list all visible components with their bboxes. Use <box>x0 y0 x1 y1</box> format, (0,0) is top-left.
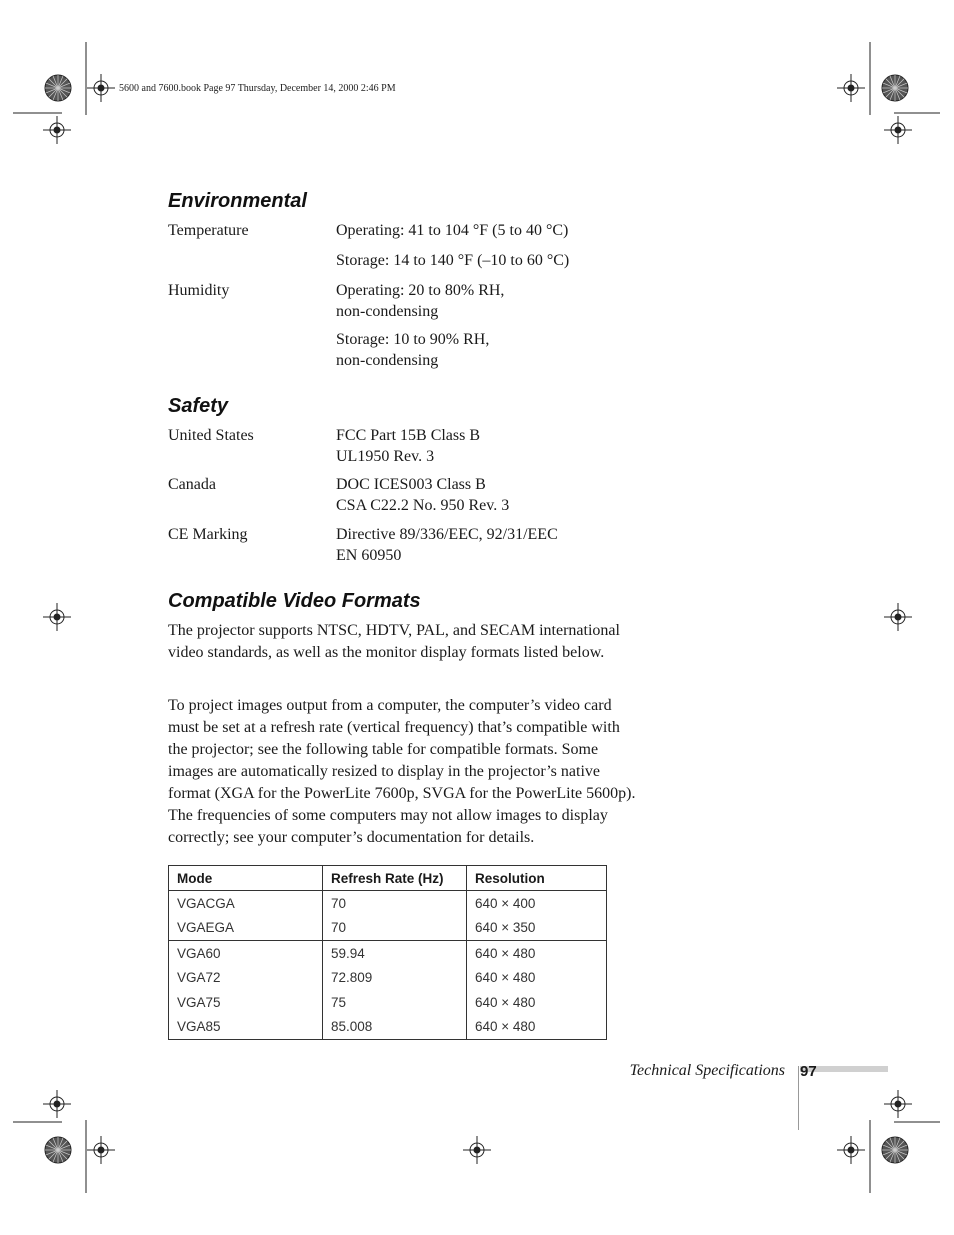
mode-cell: VGA72 <box>169 966 323 991</box>
print-info-line: 5600 and 7600.book Page 97 Thursday, December 14, 2000 2:46 PM <box>119 83 396 94</box>
environmental-heading: Environmental <box>168 190 307 212</box>
crosshair-mark <box>884 116 912 144</box>
spec-label: United States <box>168 427 254 444</box>
page-number: 97 <box>800 1063 817 1080</box>
table-row <box>169 916 607 941</box>
crosshair-mark <box>87 74 115 102</box>
refresh-cell: 85.008 <box>323 1015 467 1040</box>
resolution-cell: 640 × 480 <box>467 941 607 966</box>
refresh-cell: 75 <box>323 990 467 1015</box>
table-row <box>169 1015 607 1040</box>
refresh-cell: 72.809 <box>323 966 467 991</box>
body-paragraph: To project images output from a computer, the computer’s video card must be set at a refresh rate (vertical frequency) that’s compatible with the projector; see the following table for compatible formats. Some images are automatically resized to display in the projector’s native format (XGA for the PowerLite 7600p, SVGA for the PowerLite 5600p). The frequencies of some computers may not allow images to display correctly; see your computer’s documentation for details. <box>168 697 636 846</box>
mode-cell: VGA60 <box>169 941 323 966</box>
column-header: Refresh Rate (Hz) <box>323 866 467 891</box>
spec-label: Humidity <box>168 282 230 299</box>
table-header-row <box>169 866 607 891</box>
mode-cell: VGAEGA <box>169 916 323 941</box>
refresh-cell: 70 <box>323 916 467 941</box>
crosshair-mark <box>43 603 71 631</box>
spec-value: Storage: 14 to 140 °F (–10 to 60 °C) <box>336 252 570 269</box>
table-row <box>169 966 607 991</box>
mode-cell: VGACGA <box>169 891 323 916</box>
table-row <box>169 990 607 1015</box>
refresh-cell: 70 <box>323 891 467 916</box>
crosshair-mark <box>87 1136 115 1164</box>
column-header: Mode <box>169 866 323 891</box>
column-header: Resolution <box>467 866 607 891</box>
video-formats-table <box>168 865 607 1040</box>
spec-label: Temperature <box>168 222 249 239</box>
table-row <box>169 891 607 916</box>
footer-divider <box>798 1066 799 1130</box>
table-row <box>169 941 607 966</box>
video-formats-heading: Compatible Video Formats <box>168 590 421 612</box>
crosshair-mark <box>43 116 71 144</box>
registration-rosette <box>882 75 908 101</box>
spec-value: FCC Part 15B Class B UL1950 Rev. 3 <box>336 427 481 465</box>
safety-heading: Safety <box>168 395 229 417</box>
registration-rosette <box>45 75 71 101</box>
registration-rosette <box>882 1137 908 1163</box>
crosshair-mark <box>837 1136 865 1164</box>
spec-value: Directive 89/336/EEC, 92/31/EEC EN 60950 <box>336 526 558 564</box>
crosshair-mark <box>884 1090 912 1118</box>
resolution-cell: 640 × 480 <box>467 1015 607 1040</box>
mode-cell: VGA85 <box>169 1015 323 1040</box>
refresh-cell: 59.94 <box>323 941 467 966</box>
resolution-cell: 640 × 400 <box>467 891 607 916</box>
mode-cell: VGA75 <box>169 990 323 1015</box>
crosshair-mark <box>463 1136 491 1164</box>
registration-rosette <box>45 1137 71 1163</box>
spec-label: CE Marking <box>168 526 248 543</box>
resolution-cell: 640 × 480 <box>467 966 607 991</box>
resolution-cell: 640 × 350 <box>467 916 607 941</box>
crosshair-mark <box>43 1090 71 1118</box>
spec-value: DOC ICES003 Class B CSA C22.2 No. 950 Rev. 3 <box>336 476 510 514</box>
crosshair-mark <box>884 603 912 631</box>
spec-label: Canada <box>168 476 216 493</box>
crosshair-mark <box>837 74 865 102</box>
footer-section-name: Technical Specifications <box>629 1062 785 1079</box>
resolution-cell: 640 × 480 <box>467 990 607 1015</box>
intro-paragraph: The projector supports NTSC, HDTV, PAL, and SECAM international video standards, as well as the monitor display formats listed below. <box>168 622 620 661</box>
spec-value: Operating: 20 to 80% RH, non-condensing <box>336 282 505 320</box>
spec-value: Operating: 41 to 104 °F (5 to 40 °C) <box>336 222 569 239</box>
spec-value: Storage: 10 to 90% RH, non-condensing <box>336 331 490 369</box>
